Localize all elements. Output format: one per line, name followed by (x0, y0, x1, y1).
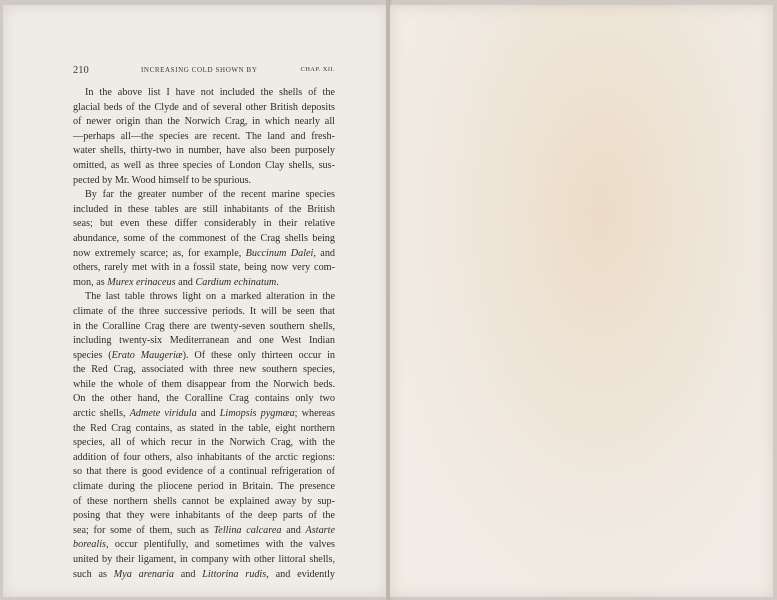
text-segment: included in these tables are still inhabitants of the British (73, 203, 335, 215)
text-line (73, 130, 335, 145)
paragraph (73, 290, 335, 582)
text-segment: others, rarely met with in a fossil state, being now very com- (73, 262, 335, 274)
text-line (73, 290, 335, 305)
chapter-label: CHAP. XII. (300, 66, 335, 73)
text-line (73, 188, 335, 203)
italic-species-name: Mya arenaria (113, 568, 174, 580)
text-segment: species, all of which recur in the Norwich Crag, with the (73, 437, 335, 449)
text-segment: mon, as (73, 276, 108, 288)
text-segment: such as (73, 568, 114, 580)
text-line (73, 232, 335, 247)
text-line (73, 261, 335, 276)
text-line (73, 101, 335, 116)
text-segment: and (173, 568, 203, 580)
italic-species-name: borealis (73, 539, 107, 551)
text-line (73, 144, 335, 159)
text-segment: ). Of these only thirteen occur in (182, 349, 335, 361)
text-line (73, 203, 335, 218)
text-segment: , and evidently (266, 568, 335, 580)
text-segment: pected by Mr. Wood himself to be spurious. (73, 174, 252, 186)
left-page (3, 5, 387, 597)
text-segment: in the Coralline Crag there are twenty-seven southern shells, (73, 320, 335, 332)
italic-species-name: Erato Maugeriæ (111, 349, 183, 361)
running-head (73, 65, 335, 79)
text-line (73, 320, 335, 335)
text-line (73, 349, 335, 364)
italic-species-name: Littorina rudis (202, 568, 267, 580)
text-segment: , and (313, 247, 336, 259)
text-line (73, 495, 335, 510)
text-segment: the Red Crag contains, as stated in the table, eight northern (73, 422, 335, 434)
italic-species-name: Tellina calcarea (213, 524, 282, 536)
text-segment: —perhaps all—the species are recent. The land and fresh- (73, 130, 335, 142)
text-line (73, 247, 335, 262)
text-segment: of these northern shells cannot be explained away by sup- (73, 495, 335, 507)
paragraph (73, 188, 335, 290)
text-line (73, 407, 335, 422)
text-line (73, 115, 335, 130)
text-line (73, 538, 335, 553)
text-line (73, 422, 335, 437)
text-segment: , occur plentifully, and sometimes with the valves (106, 539, 335, 551)
text-segment: omitted, as well as three species of London Clay shells, sus- (73, 159, 335, 171)
text-segment: so that there is good evidence of a continual refrigeration of (73, 466, 335, 478)
text-segment: and (281, 524, 306, 536)
text-segment: water shells, thirty-two in number, have also been purposely (73, 145, 335, 157)
body-text (73, 86, 335, 582)
text-segment: arctic shells, (73, 408, 130, 420)
text-line (73, 159, 335, 174)
text-line (73, 480, 335, 495)
text-segment: The last table throws light on a marked alteration in the (85, 291, 335, 303)
text-line (73, 276, 335, 291)
text-segment: By far the greater number of the recent marine species (85, 189, 335, 201)
text-segment: united by their ligament, in company with other littoral shells, (73, 554, 335, 565)
text-line (73, 568, 335, 583)
text-segment: now extremely scarce; as, for example, (73, 247, 246, 259)
text-segment: of newer origin than the Norwich Crag, in which nearly all (73, 116, 335, 128)
text-segment: glacial beds of the Clyde and of several other British deposits (73, 101, 335, 113)
text-line (73, 553, 335, 568)
text-segment: posing that they were inhabitants of the deep parts of the (73, 510, 335, 522)
running-title: INCREASING COLD SHOWN BY (141, 66, 258, 74)
text-line (73, 363, 335, 378)
text-line (73, 86, 335, 101)
text-line (73, 465, 335, 480)
italic-species-name: Murex erinaceus (107, 276, 176, 288)
text-segment: climate of the three successive periods. It will be seen that (73, 305, 335, 317)
text-segment: abundance, some of the commonest of the Crag shells being (73, 232, 335, 244)
italic-species-name: Cardium echinatum (195, 276, 277, 288)
page-number: 210 (73, 65, 89, 76)
italic-species-name: Limopsis pygmæa (219, 408, 295, 420)
right-page-blank (390, 5, 773, 597)
text-segment: addition of four others, also inhabitants of the arctic regions: (73, 451, 335, 463)
text-segment: and (175, 276, 196, 288)
text-line (73, 334, 335, 349)
text-segment: the Red Crag, associated with three new southern species, (73, 364, 335, 376)
text-line (73, 451, 335, 466)
text-line (73, 378, 335, 393)
text-line (73, 436, 335, 451)
text-line (73, 509, 335, 524)
paragraph (73, 86, 335, 188)
text-segment: sea; for some of them, such as (73, 524, 214, 536)
text-segment: species ( (73, 349, 112, 361)
text-segment: and (196, 408, 220, 420)
text-segment: . (276, 276, 279, 288)
text-segment: On the other hand, the Coralline Crag contains only two (73, 393, 335, 405)
text-segment: seas; but even these differ considerably in their relative (73, 218, 335, 230)
text-line (73, 174, 335, 189)
italic-species-name: Buccinum Dalei (245, 247, 314, 259)
text-line (73, 524, 335, 539)
text-segment: while the whole of them disappear from the Norwich beds. (73, 378, 335, 390)
text-line (73, 305, 335, 320)
text-line (73, 392, 335, 407)
italic-species-name: Admete viridula (129, 408, 197, 420)
text-line (73, 217, 335, 232)
italic-species-name: Astarte (305, 524, 335, 536)
text-segment: climate during the pliocene period in Britain. The presence (73, 481, 335, 493)
text-segment: ; whereas (294, 408, 335, 420)
text-segment: In the above list I have not included the shells of the (85, 87, 335, 98)
text-segment: including twenty-six Mediterranean and one West Indian (73, 335, 335, 347)
